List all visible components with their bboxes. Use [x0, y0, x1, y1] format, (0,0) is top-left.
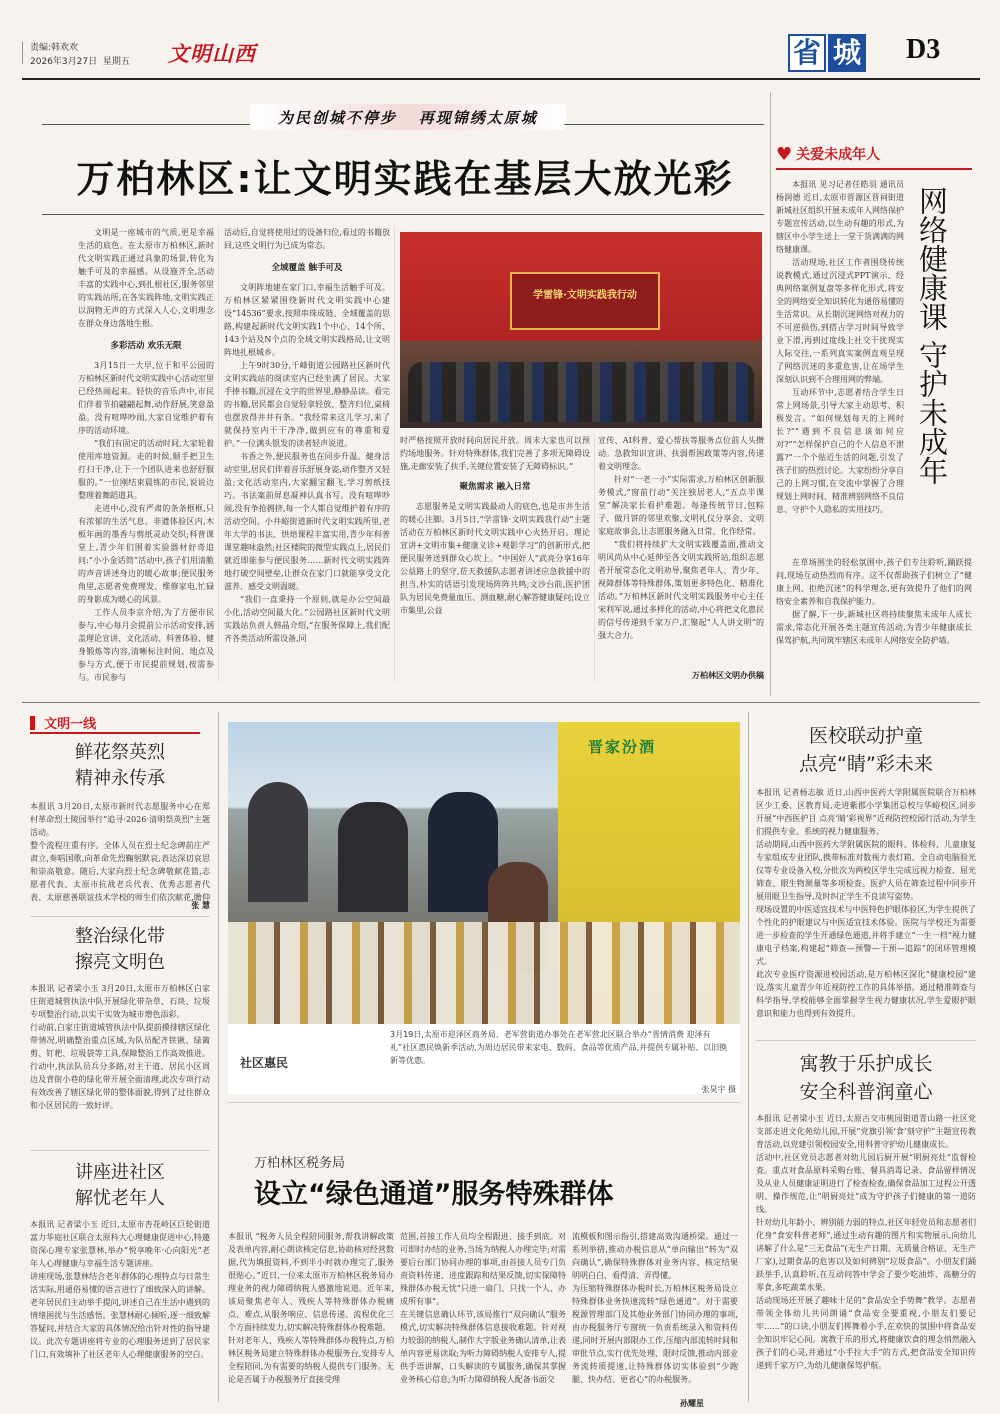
market-photo [228, 722, 740, 1024]
right-h1: 医校联动护童 点亮“睛”彩未来 [799, 725, 933, 775]
wm-h2: 整治绿化带 擦亮文明色 [75, 926, 165, 973]
photo2-credit: 张昊宇 摄 [701, 1085, 736, 1094]
right-h2: 寓教于乐护成长 安全科普润童心 [799, 1053, 933, 1103]
tax-kicker: 万柏林区税务局 [254, 1156, 346, 1171]
lead-headline: 万柏林区:让文明实践在基层大放光彩 [76, 157, 734, 201]
wm-h3: 讲座进社区 解忧老年人 [75, 1162, 165, 1209]
masthead-editor: 责编:韩欢欢 [30, 43, 79, 53]
care-body: 本报讯 见习记者任皓羽 通讯员杨润德 近日,太原市晋源区晋祠街道新城社区组织开展未成年人网络保护专题宣传活动,以生动有趣的形式,为辖区中小学生送上一堂干货满满的网络健康课。 活动现场,社区工作者围绕传统说教模式,通过沉浸式PPT演示、经典网络案例复盘等多样化形式,将安全的网络安全知识转化为通俗易懂的生活常识。从长期沉迷网络对视力的不可逆损伤,到搭占学习时间导致学业下滑,再到过度线上社交干扰现实人际交往,一系列真实案例直观呈现了网络沉迷的多重危害,让在场学生深刻认识到不合理用网的弊端。 互动环节中,志愿者结合学生日常上网场景,引导大家主动思考、积极发言。“如何规划每天的上网时长?”“遇到不良信息该如何应对?”“怎样保护自己的个人信息不泄露?”一个个贴近生活的问题,引发了孩子们的热烈讨论。大家纷纷分享自己的上网习惯,在交流中掌握了合理规划上网时间、精准辨别网络不良信息、守护个人隐私的实用技巧。 [776, 180, 904, 514]
wm-header: 文明一线 [30, 712, 200, 734]
photo2-caption: 3月19日,太原市迎泽区商务局、老军营街道办事处在老军营北区联合举办“晋情消费 迎泽有礼”社区惠民焕新季活动,为周边居民带来家电、数码、食品等优质产品,并提供专属补贴、以旧换新等优惠。 [390, 1030, 728, 1065]
tax-headline: 设立“绿色通道”服务特殊群体 [254, 1179, 614, 1210]
tax-col-2: 范围,首接工作人员均全程跟进、接手到底。对可即时办结的业务,当场为纳税人办理完毕;对需要后台部门协同办理的事项,由首接人员专门负责资料传递、进度跟踪和结果反馈,切实保障特殊群体办税无忧“只进一扇门、只找一个人、办成所有事”。 在关键信息确认环节,该局推行“双向确认”服务模式,切实解决特殊群体信息接收难题。针对视力较弱的纳税人,制作大字版业务确认清单,让表单内容更易读取;为听力障碍纳税人安排专人,提供手语讲解、口头解读的专属服务,确保其掌握业务核心信息;为听力障碍纳税人配备书面交 [400, 1232, 566, 1384]
tax-author: 孙耀星 [680, 1399, 704, 1408]
tax-col-3: 流模板和图示指引,搭建高效沟通桥梁。通过一系列举措,推动办税信息从“单向输出”转为“双向确认”,确保特殊群体对业务内容、核定结果明明白白、看得清、弄得懂。 为压缩特殊群体办税时长,万柏林区税务局设立特殊群体业务快速流转“绿色通道”。对于需要税源管理部门及其他业务部门协同办理的事项,由办税服务厅专窗统一负责系统录入和资料传递,同时开展内部限办工作,压缩内部流转时间和审批节点,实行优先处理、限时反馈,推动内部业务流转质提速,让特殊群体切实体验到“少跑腿、快办结、更省心”的办税服务。 [572, 1232, 738, 1384]
masthead-date: 2026年3月27日 星期五 [30, 57, 130, 67]
lead-col-3: 时严格按照开放时间向居民开放。周末大家也可以预约场地服务。针对特殊群体,我们完善了多项无障碍设施,走廊安装了扶手,关键位置安装了无障碍标识。” 聚焦需求 融入日常 志愿服务是文明实践最动人的底色,也是市井生活的暖心注脚。3月5日,“学雷锋·文明实践我行动”主题活动在万柏林区新时代文明实践中心火热开启。理论宣讲+文明市集+健康义诊+观影学习”的创新形式,把便民服务送到群众心坎上。“中国好人”武亮分享16年公益路上的坚守,莅天救援队志愿者讲述应急救援中的担当,朴实的话语引发现场阵阵共鸣;文沙台前,医护团队为居民免费量血压、测血糖,耐心解答健康疑问;设立市集里,公益 [400, 436, 590, 615]
city-tag: 省 城 [788, 34, 866, 72]
wm-h1: 鲜花祭英烈 精神永传承 [75, 742, 165, 789]
lead-col-2: 活动后,自觉将使用过的设备归位,看过的书籍放回,这些文明行为已成为常态。 全域覆盖 触手可及 文明阵地建在家门口,幸福生活触手可及。万柏林区紧紧围绕新时代文明实践中心建设“14536”要求,按照串珠成链、全域覆盖的思路,构建起新时代文明实践1个中心、14个所、143个站及N个点的全域文明实践格局,让文明阵地扎根城乡。 上午9时30分,千峰街道公园路社区新时代文明实践站的阅读室内已经坐满了居民。大家手捧书籍,沉浸在文字的世界里,静静品读。看完的书籍,居民都会自觉轻拿轻放、整齐归位,桌椅也摆放得井井有条。“我经常来这儿学习,来了就保持室内干干净净,做到应有的尊重和爱护。”一位满头银发的读者轻声说道。 书香之外,便民服务也在同步升温。健身活动室里,居民们伴着音乐舒展身姿,动作整齐又轻盈;文化活动室内,大家翻宝翻飞,学习剪纸技巧。书法案前屏息凝神认真书写。没有喧哗吵闹,没有争抢拥挤,每一个人都自觉维护着有序的活动空间。小井峪街道新时代文明实践所里,老年大学的书法、烘焙课程丰富实用,青少年科普课堂趣味盎然;社区楼院的微型实践点上,居民们就近即能参与便民服务……新时代文明实践阵地打破空间壁垒,让群众在家门口就能享受文化滋养、感受文明温暖。 “我们一直秉持一个原则,就是办公空间最小化,活动空间最大化。”公园路社区新时代文明实践站负责人韩晶介绍,“在服务保障上,我们配齐各类活动所需设备,同 [224, 228, 390, 643]
right-t2: 本报讯 记者梁小玉 近日,太原古交市桃园街道青山路一社区党支部走进文化苑幼儿园,开展“党旗引领‘食’刻守护”主题宣传教育活动,以党建引领校园安全,用科普守护幼儿健康成长。 活动中,社区党员志愿者对幼儿园后厨开展“明厨亮灶”监督检查。重点对食品原料采购台账、餐具消毒记录、食品留样情况及从业人员健康证明进行了检查检查,确保食品加工过程公开透明、操作规范,让“明厨亮灶”成为守护孩子们健康的第一道防线。 针对幼儿年龄小、辨别能力弱的特点,社区年轻党员和志愿者们化身“食安科普老师”,通过生动有趣的图片和实物展示,向幼儿讲解了什么是“三无食品”(无生产日期、无质量合格证、无生产厂家),过期食品的危害以及如何辨别“垃圾食品”。小朋友们踊跃举手,认真聆听,在互动问答中学会了要少吃油炸、高糖分的零食,多吃蔬菜水果。 活动现场还开展了趣味十足的“食品安全手势舞”教学。志愿者带领全体幼儿共同朗诵“食品安全要重视,小朋友们要记牢……”的口诀,小朋友们挥舞着小手,在欢快的氛围中将食品安全知识牢记心间。寓教于乐的形式,将健康饮食的理念悄然融入孩子们的心灵,并通过“小手拉大手”的方式,把食品安全知识传递到千家万户,为幼儿健康保驾护航。 [756, 1114, 976, 1370]
right-t1: 本报讯 记者杨志敏 近日,山西中医药大学附属医院联合万柏林区少工委、区教育局,走进紫郡小学集团总校与华峪校区,同步开展“中西医护目 点亮‘睛’彩视界”近视防控校园行活动,为学生们提供专业、系统的视力健康服务。 活动期间,山西中医药大学附属医院的眼科、体检科、儿童康复专家组成专业团队,携带标准对数视力表灯箱、全自动电脑验光仪等专业设备入校,分批次为两校区学生完成远视力检查、屈光筛查、眼生物测量等多项检查。医护人员在筛查过程中同步开展用眼卫生指导,及时纠正学生不良读写姿势。 现场设置的中医适宜技术与中医特色护眼体验区,为学生提供了个性化的护眼建议与中医适宜技术体验。医院与学校还为需要进一步检查的学生开通绿色通道,并将手建立“一生一档”视力健康电子档案,构建起“筛查—预警—干预—追踪”的闭环管理模式。 此次专业医疗资源进校园活动,是万柏林区深化“健康校园”建设,落实儿童青少年近视防控工作的具体举措。通过精准筛查与科学指导,学校能够全面掌握学生视力健康状况,学生爱眼护眼意识和能力也得到有效提升。 [756, 788, 976, 1018]
heart-icon: ♥ [776, 143, 793, 165]
tax-col-1: 本报讯 “税务人员全程陪同服务,帮我讲解政策及表单内容,耐心朗读核定信息,协助核对经营数据,代为填报资料,不到半小时就办理完了,服务很贴心。”近日,一位来太原市万柏林区税务局办理业务的视力障碍纳税人感激地说道。近年来,该局聚焦老年人、残疾人等特殊群体办税痛点、难点,从服务响应、信息传递、流程优化三个方面持续发力,切实解决特殊群体办税难题。 针对老年人、残疾人等特殊群体办税特点,万柏林区税务局建立特殊群体办税服务台,安排专人全程陪同,为有需要的纳税人提供专门服务。无论是否属于办税服务厅直接受理 [228, 1232, 394, 1384]
section-title: 文明山西 [168, 41, 256, 66]
lead-col-1: 文明是一座城市的气质,更是幸福生活的底色。在太原市万柏林区,新时代文明实践正通过具象的场景,转化为触手可及的幸福感。从设施齐全,活动丰富的实践中心,到扎根社区,服务邻里的实践站所,在各实践阵地,文明实践正以润物无声的方式深入人心,文明理念在群众身边落地生根。 多彩活动 欢乐无限 3月15日一大早,位于和平公园的万柏林区新时代文明实践中心活动室里已经热闹起来。轻快的音乐声中,市民们伴着节拍翩翩起舞,动作舒展,笑意盈盈。没有喧哗吵闹,大家自觉维护着有序的活动环境。 “我们有固定的活动时间,大家轮着使用库地资源。走的时候,顺手把卫生打扫干净,让下一个团队进来也舒舒服服的。”一位刚结束晨练的市民,说说边整理着舞蹈道具。 走进中心,没有严肃的条条框框,只有浓郁的生活气息。非遗体验区内,木板年画的墨香与剪纸灵动交织;科普课堂上,青少年们围着实验器材好奇追问:“小小金话筒”活动中,孩子们用清脆的声音讲述身边的暖心故事;便民服务角里,志愿者免费理发、维修家电,忙碌的身影成为暖心的风景。 工作人员李京介绍,为了方便市民参与,中心每月会提前公示活动安排,涵盖理论宣讲、文化活动、科普体验、健身锻炼等内容,清晰标注时间、地点及参与方式,便于市民提前规划,按需参与。市民参与 [78, 228, 214, 682]
care-body-2: 在草场围坐的轻松氛围中,孩子们专注聆听,踊跃提问,现场互动热烈而有序。这不仅帮助孩子们树立了“健康上网、拒绝沉迷”的科学理念,更有效提升了他们的网络安全素养和自我保护能力。 据了解,下一步,新城社区将持续聚焦未成年人成长需求,常态化开展各类主题宣传活动,为青少年健康成长保驾护航,共同筑牢辖区未成年人网络安全防护墙。 [776, 558, 972, 645]
wm-a1: 张 慧 [191, 901, 210, 910]
lead-byline: 万柏林区文明办供稿 [692, 671, 764, 680]
wm-t2: 本报讯 记者梁小玉 3月20日,太原市万柏林区白家庄街道城管执法中队开展绿化带杂草、石块、垃圾专项整治行动,以实干实效为城市增色添彩。 行动前,白家庄街道城管执法中队提前摸排辖区绿化带情况,明确整治重点区域,为队员配齐铁锹、绿篱剪、钉耙、垃圾袋等工具,保障整治工作高效推进。行动中,执法队员兵分多路,对主干道、居民小区周边及背街小巷的绿化带开展全面清理,此次专项行动有效改善了辖区绿化带的整体面貌,得到了过往群众和小区居民的一致好评。 [30, 984, 210, 1110]
lead-col-4: 宣传、AI科普、爱心帮扶等服务点位前人头攒动。急救知识宣讲、扶弱帮困政策等内容,传递着文明理念。 针对“一老一小”实际需求,万柏林区创新服务模式,“窗前行动”关注独居老人,“五点半课堂”解决家长看护难题。每逢传统节日,包粽子、做月饼的邻里欢聚,文明礼仪分享会、文明家庭故事会,让志愿服务融入日常、化作经常。 “我们将持续扩大文明实践覆盖面,推动文明风尚从中心延伸至各文明实践所站,组织志愿者开展常态化文明劝导,聚焦老年人、青少年、视障群体等特殊群体,策划更多特色化、精准化活动。”万柏林区新时代文明实践服务中心主任宋利军说,通过多样化的活动,中心将把文化惠民的信号传递到千家万户,汇聚起“人人讲文明”的强大合力。 [598, 436, 764, 640]
lead-photo [400, 232, 762, 428]
photo2-caption-label: 社区惠民 [240, 1056, 289, 1070]
wm-t1: 本报讯 3月20日,太原市新时代志愿服务中心在郑村革命烈士陵园举行“追寻·2026·清明祭英烈”主题活动。 整个流程庄重有序。全体人员在烈士纪念碑前庄严肃立,奏唱国歌,向革命先烈鞠躬默哀,表达深切哀思和崇高敬意。随后,大家向烈士纪念碑敬献花篮,志愿者代表、太原市抗战老兵代表、优秀志愿者代表、太原慈善联谊技术学校的师生们依次献花,瞻仰 [30, 802, 210, 902]
photo-stage-banner: 学雷锋·文明实践我行动 [533, 290, 637, 301]
wm-t3: 本报讯 记者梁小玉 近日,太原市杏花岭区巨轮街道富力华庭社区联合太原科大心理健康促进中心,特邀资深心理专家张慧林,举办“悦享晚年·心向阳光”老年人心理健康与幸福生活专题讲座。 讲座现场,张慧林结合老年群体的心理特点与日常生活实际,用通俗易懂的语言进行了细致深入的讲解。老年居民们主动举手提问,讲述自己在生活中遇到的情绪困扰与生活感悟。张慧林耐心倾听,逐一细致解答疑问,并结合大家的具体情况给出针对性的指导建议。此次专题讲座将专业的心理服务送到了居民家门口,有效填补了社区老年人心理健康服务的空白。 [30, 1220, 210, 1359]
page-number: D3 [906, 34, 941, 65]
care-headline: 网络健康课 守护未成年 [915, 186, 949, 486]
stall-sign: 晋家汾酒 [588, 738, 657, 756]
care-header: ♥ 关爱未成年人 [776, 140, 972, 170]
banner-slogan: 为民创城不停步 再现锦绣太原城 [278, 109, 538, 127]
